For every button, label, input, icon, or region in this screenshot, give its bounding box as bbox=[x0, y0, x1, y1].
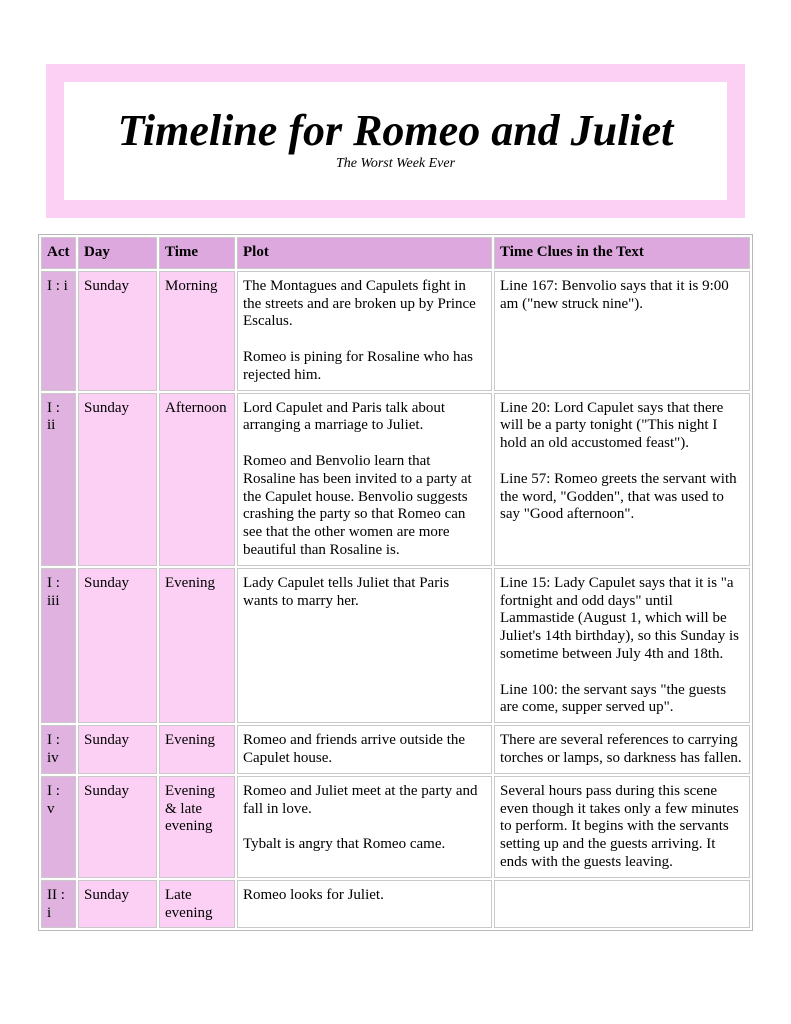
plot-paragraph: Romeo and Benvolio learn that Rosaline has been invited to a party at the Capulet house. Benvolio suggests crashing the party so that Romeo can see that the other women are more beautiful than Rosaline is. bbox=[243, 452, 472, 558]
column-header-time-clues: Time Clues in the Text bbox=[494, 237, 750, 269]
clue-paragraph: Several hours pass during this scene even though it takes only a few minutes to perform. It begins with the servants setting up and the guests arriving. It ends with the guests leaving. bbox=[500, 782, 739, 870]
table-row bbox=[41, 568, 750, 723]
clue-cell bbox=[494, 725, 750, 774]
plot-cell bbox=[237, 725, 492, 774]
title-box bbox=[64, 82, 727, 200]
act-cell: I : i bbox=[41, 271, 76, 391]
day-cell: Sunday bbox=[78, 568, 157, 723]
plot-paragraph: The Montagues and Capulets fight in the streets and are broken up by Prince Escalus. bbox=[243, 277, 476, 330]
plot-paragraph: Tybalt is angry that Romeo came. bbox=[243, 836, 446, 853]
column-header-time: Time bbox=[159, 237, 235, 269]
time-cell: Morning bbox=[159, 271, 235, 391]
plot-cell bbox=[237, 880, 492, 929]
act-cell: I : v bbox=[41, 776, 76, 878]
clue-paragraph: Line 57: Romeo greets the servant with the word, "Godden", that was used to say "Good afternoon". bbox=[500, 470, 737, 523]
plot-paragraph: Romeo and friends arrive outside the Capulet house. bbox=[243, 732, 466, 766]
column-header-plot: Plot bbox=[237, 237, 492, 269]
clue-paragraph: Line 100: the servant says "the guests are come, supper served up". bbox=[500, 681, 727, 716]
table-row bbox=[41, 776, 750, 878]
day-cell: Sunday bbox=[78, 725, 157, 774]
act-cell: I : ii bbox=[41, 393, 76, 566]
table-row bbox=[41, 880, 750, 929]
time-cell: Afternoon bbox=[159, 393, 235, 566]
clue-cell bbox=[494, 776, 750, 878]
timeline-table bbox=[38, 234, 753, 931]
clue-paragraph: Line 20: Lord Capulet says that there will be a party tonight ("This night I hold an old accustomed feast"). bbox=[500, 399, 724, 452]
column-header-act: Act bbox=[41, 237, 76, 269]
time-cell: Evening bbox=[159, 568, 235, 723]
plot-cell bbox=[237, 271, 492, 391]
time-cell: Evening bbox=[159, 725, 235, 774]
act-cell: I : iii bbox=[41, 568, 76, 723]
clue-paragraph: Line 15: Lady Capulet says that it is "a fortnight and odd days" until Lammastide (August 1, which will be Juliet's 14th birthday), so this Sunday is sometime between July 4th and 18th. bbox=[500, 574, 739, 662]
plot-cell bbox=[237, 568, 492, 723]
clue-paragraph: Line 167: Benvolio says that it is 9:00 am ("new struck nine"). bbox=[500, 277, 729, 312]
plot-paragraph: Romeo is pining for Rosaline who has rejected him. bbox=[243, 348, 473, 383]
day-cell: Sunday bbox=[78, 393, 157, 566]
clue-cell bbox=[494, 880, 750, 929]
clue-cell bbox=[494, 271, 750, 391]
table-row bbox=[41, 725, 750, 774]
table-header-row bbox=[41, 237, 750, 269]
clue-paragraph: There are several references to carrying torches or lamps, so darkness has fallen. bbox=[500, 732, 742, 766]
act-cell: I : iv bbox=[41, 725, 76, 774]
page-subtitle: The Worst Week Ever bbox=[335, 156, 456, 171]
day-cell: Sunday bbox=[78, 880, 157, 929]
day-cell: Sunday bbox=[78, 271, 157, 391]
act-cell: II : i bbox=[41, 880, 76, 929]
column-header-day: Day bbox=[78, 237, 157, 269]
clue-cell bbox=[494, 393, 750, 566]
plot-paragraph: Lord Capulet and Paris talk about arranging a marriage to Juliet. bbox=[243, 399, 446, 434]
plot-cell bbox=[237, 776, 492, 878]
time-cell: Late evening bbox=[159, 880, 235, 929]
page-title: Timeline for Romeo and Juliet bbox=[117, 106, 674, 155]
title-frame bbox=[46, 64, 745, 218]
day-cell: Sunday bbox=[78, 776, 157, 878]
table-row bbox=[41, 393, 750, 566]
plot-paragraph: Romeo looks for Juliet. bbox=[243, 886, 384, 903]
time-cell: Evening & late evening bbox=[159, 776, 235, 878]
plot-paragraph: Lady Capulet tells Juliet that Paris wants to marry her. bbox=[243, 574, 450, 609]
clue-cell bbox=[494, 568, 750, 723]
plot-cell bbox=[237, 393, 492, 566]
table-row bbox=[41, 271, 750, 391]
plot-paragraph: Romeo and Juliet meet at the party and fall in love. bbox=[243, 782, 478, 817]
